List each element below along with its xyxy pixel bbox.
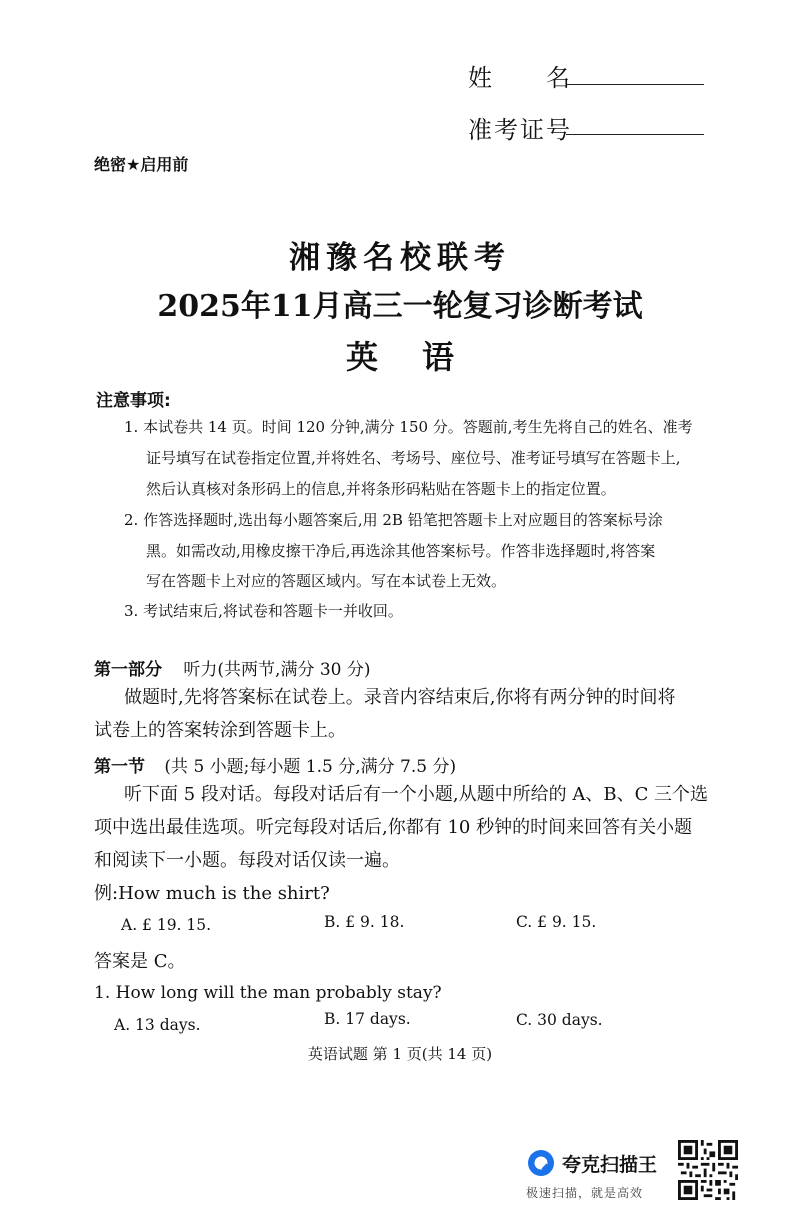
- section1-subtitle: (共 5 小题;每小题 1.5 分,满分 7.5 分): [164, 757, 457, 777]
- section1-intro-line-1: 听下面 5 段对话。每段对话后有一个小题,从题中所给的 A、B、C 三个选: [124, 784, 709, 805]
- notice-item-1-line-3: 然后认真核对条形码上的信息,并将条形码粘贴在答题卡上的指定位置。: [146, 480, 616, 498]
- example-option-a: A. £ 19. 15.: [121, 916, 212, 934]
- id-label: 准考证号: [468, 116, 572, 144]
- notice-item-3: 3. 考试结束后,将试卷和答题卡一并收回。: [124, 602, 403, 620]
- q1-option-b: B. 17 days.: [324, 1010, 411, 1028]
- section1-title: 第一节: [94, 757, 145, 777]
- part1-intro-line-1: 做题时,先将答案标在试卷上。录音内容结束后,你将有两分钟的时间将: [124, 687, 676, 708]
- notice-item-1-line-2: 证号填写在试卷指定位置,并将姓名、考场号、座位号、准考证号填写在答题卡上,: [146, 449, 681, 467]
- part1-title: 第一部分: [94, 660, 162, 680]
- qr-code-icon: [678, 1140, 738, 1200]
- subject-title: 英语: [345, 338, 498, 376]
- secret-mark: 绝密★启用前: [94, 155, 189, 174]
- name-line: [566, 84, 704, 85]
- part1-intro-line-2: 试卷上的答案转涂到答题卡上。: [94, 720, 346, 741]
- scanner-watermark: [526, 1148, 657, 1201]
- example-option-c: C. £ 9. 15.: [516, 913, 597, 931]
- notice-item-2-line-2: 黑。如需改动,用橡皮擦干净后,再选涂其他答案标号。作答非选择题时,将答案: [146, 542, 656, 560]
- section1-intro-line-3: 和阅读下一小题。每段对话仅读一遍。: [94, 850, 400, 871]
- example-option-b: B. £ 9. 18.: [324, 913, 405, 931]
- section1-intro-line-2: 项中选出最佳选项。听完每段对话后,你都有 10 秒钟的时间来回答有关小题: [94, 817, 693, 838]
- notice-item-2-line-3: 写在答题卡上对应的答题区域内。写在本试卷上无效。: [146, 572, 507, 590]
- scanner-slogan: 极速扫描，就是高效: [526, 1186, 644, 1200]
- scanner-brand: 夸克扫描王: [562, 1153, 658, 1176]
- notice-item-1-line-1: 1. 本试卷共 14 页。时间 120 分钟,满分 150 分。答题前,考生先将自己的姓名、准考: [124, 418, 693, 436]
- part1-subtitle: 听力(共两节,满分 30 分): [183, 660, 371, 680]
- exam-org-title: 湘豫名校联考: [289, 240, 511, 276]
- section1-heading: [94, 752, 456, 777]
- part1-heading: [94, 655, 371, 680]
- exam-title: 2025年11月高三一轮复习诊断考试: [157, 289, 643, 324]
- q1-question: 1. How long will the man probably stay?: [94, 983, 442, 1003]
- notice-heading: 注意事项:: [96, 391, 171, 411]
- notice-item-2-line-1: 2. 作答选择题时,选出每小题答案后,用 2B 铅笔把答题卡上对应题目的答案标号涂: [124, 511, 663, 529]
- scanner-logo-icon: [526, 1148, 556, 1178]
- id-line: [566, 134, 704, 135]
- name-label: 姓 名: [468, 64, 572, 92]
- q1-option-c: C. 30 days.: [516, 1011, 603, 1029]
- example-question: 例:How much is the shirt?: [94, 883, 330, 904]
- q1-option-a: A. 13 days.: [114, 1016, 201, 1034]
- page-footer: 英语试题 第 1 页(共 14 页): [307, 1045, 493, 1063]
- example-answer: 答案是 C。: [94, 951, 186, 972]
